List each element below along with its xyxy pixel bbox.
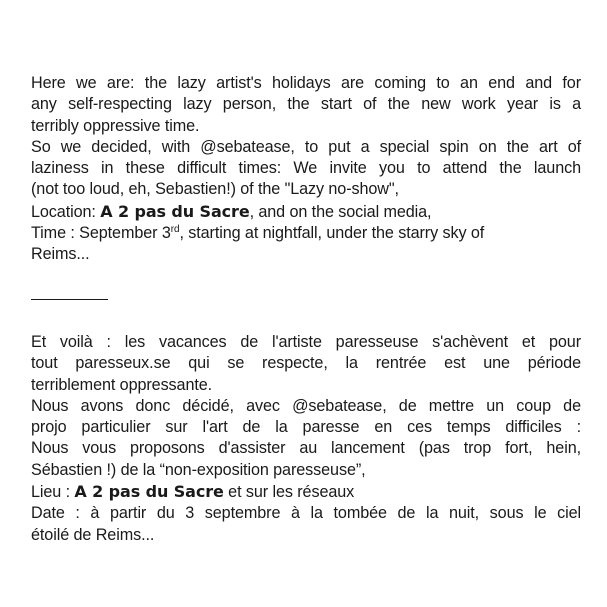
en-location-label: Location: — [31, 202, 101, 221]
en-line-9: Reims... — [31, 245, 90, 264]
fr-line-1: Et voilà : les vacances de l'artiste paresseuse s'achèvent et pour — [31, 333, 581, 351]
en-time-suffix: , starting at nightfall, under the starry sky of — [179, 224, 485, 243]
en-time-ordinal: rd — [170, 224, 180, 236]
en-line-6: (not too loud, eh, Sebastien!) of the "Lazy no-show", — [31, 180, 399, 199]
fr-line-4: Nous avons donc décidé, avec @sebatease, de mettre un coup de — [31, 396, 581, 415]
fr-line-9: Date : à partir du 3 septembre à la tombée de la nuit, sous le ciel — [31, 504, 581, 523]
en-location-suffix: , and on the social media, — [249, 202, 432, 221]
english-announcement — [31, 73, 581, 266]
fr-location-venue: A 2 pas du Sacre — [74, 482, 224, 502]
fr-line-2: tout paresseux.se qui se respecte, la rentrée est une période — [31, 354, 581, 373]
en-line-5: laziness in these difficult times: We invite you to attend the launch — [31, 159, 581, 178]
en-line-4: So we decided, with @sebatease, to put a special spin on the art of — [31, 137, 581, 156]
en-line-3: terribly oppressive time. — [31, 116, 200, 135]
fr-line-3: terriblement oppressante. — [31, 375, 213, 394]
fr-line-7: Sébastien !) de la “non-exposition paresseuse”, — [31, 460, 366, 479]
fr-line-6: Nous vous proposons d'assister au lancement (pas trop fort, hein, — [31, 439, 581, 458]
en-time-prefix: Time : September 3 — [31, 224, 171, 243]
french-announcement — [31, 332, 581, 546]
fr-location-line — [31, 481, 581, 503]
fr-line-10: étoilé de Reims... — [31, 525, 155, 544]
en-time-line — [31, 223, 581, 244]
fr-location-suffix: et sur les réseaux — [223, 483, 355, 502]
language-divider — [31, 299, 108, 300]
fr-location-label: Lieu : — [31, 483, 75, 502]
fr-line-5: projo particulier sur l'art de la paresse en ces temps difficiles : — [31, 418, 581, 437]
en-location-line — [31, 201, 581, 223]
en-line-2: any self-respecting lazy person, the start of the new work year is a — [31, 95, 581, 114]
en-location-venue: A 2 pas du Sacre — [100, 201, 250, 221]
en-line-1: Here we are: the lazy artist's holidays are coming to an end and for — [31, 74, 581, 92]
